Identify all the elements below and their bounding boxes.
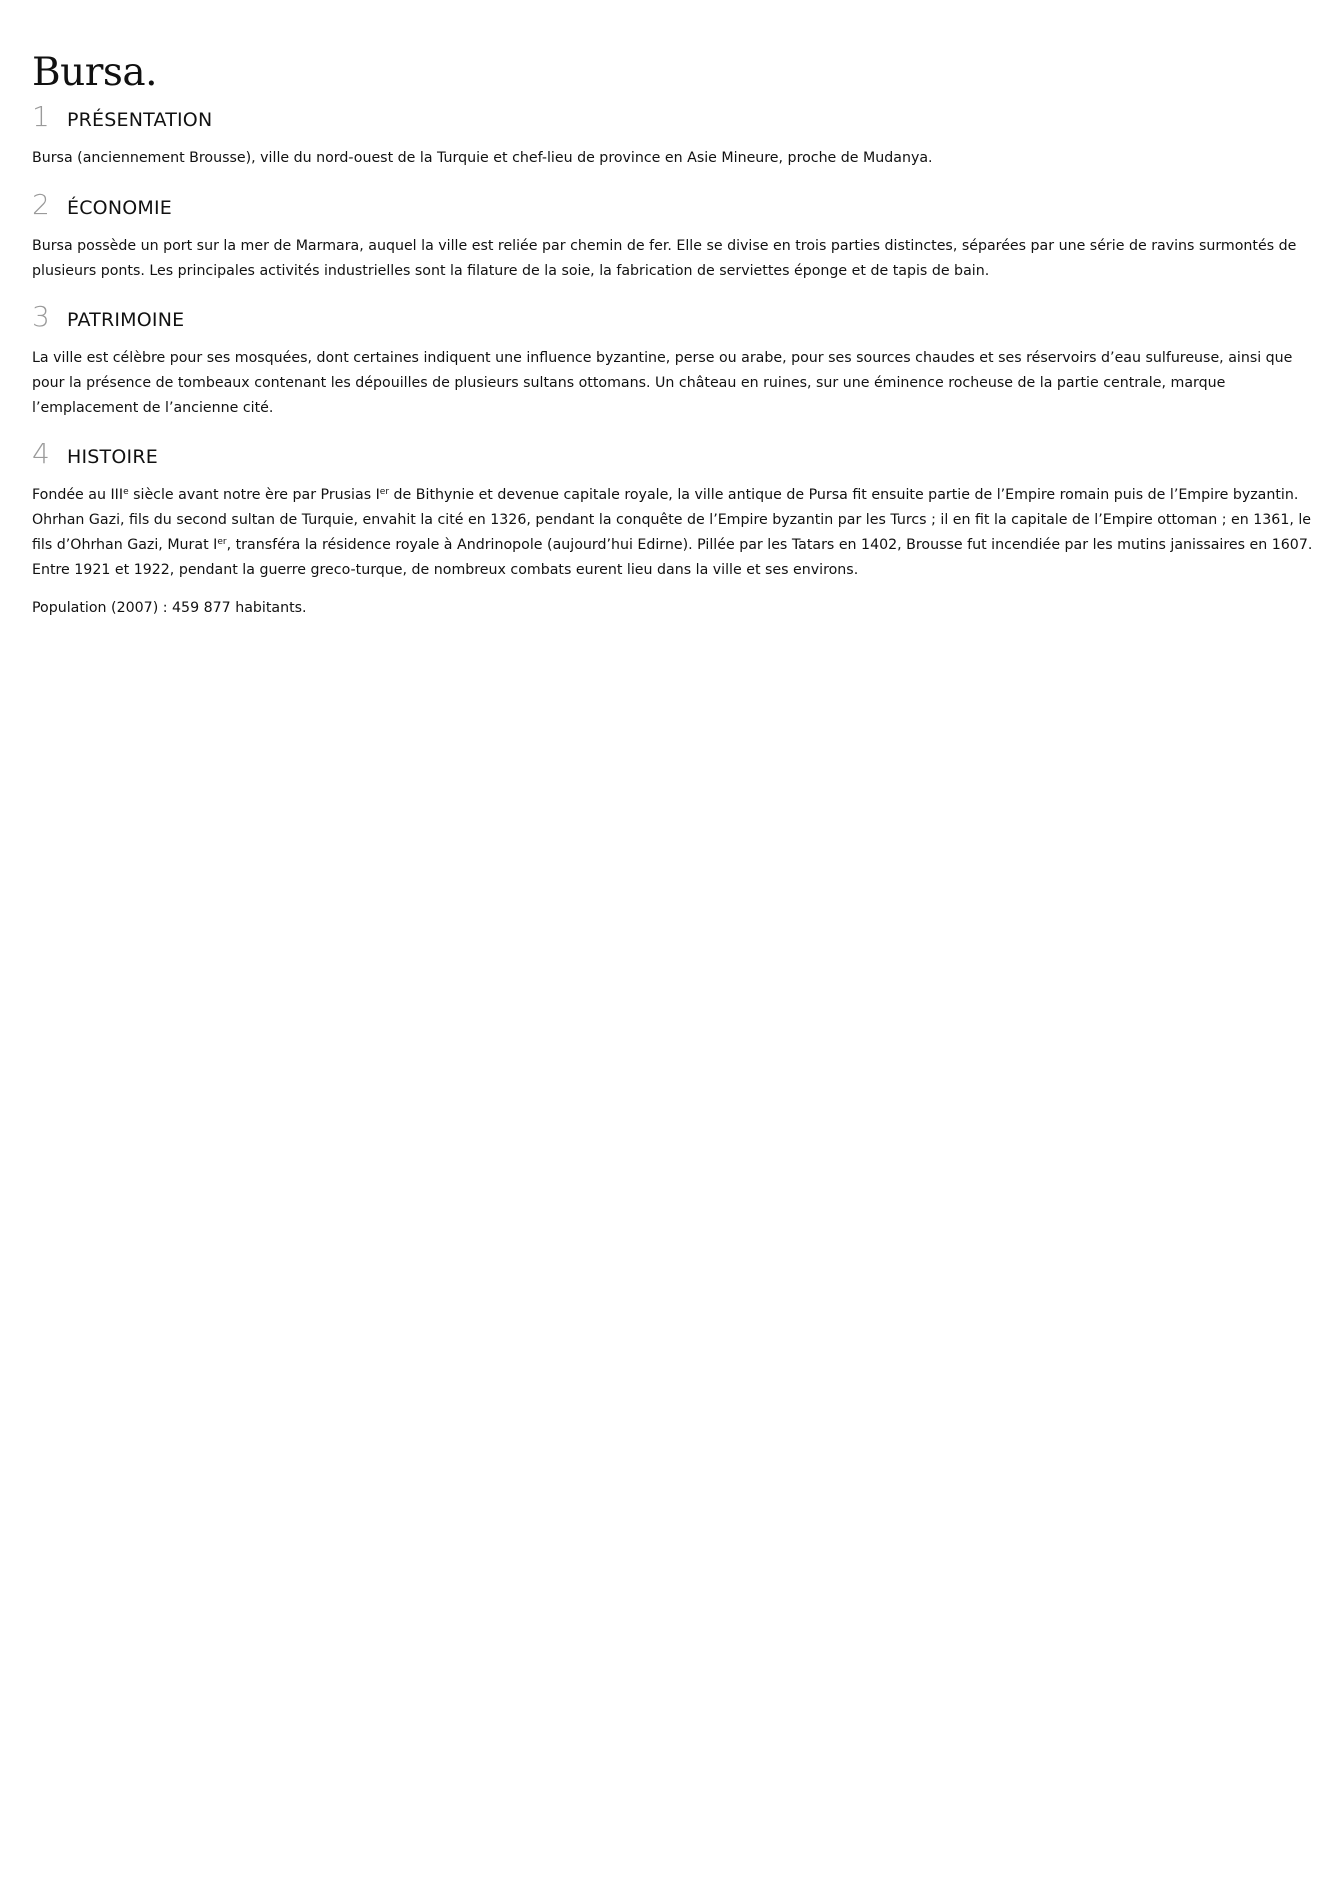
superscript: er — [217, 537, 227, 547]
section-heading-histoire — [32, 437, 1314, 470]
section-number: 3 — [32, 300, 50, 333]
superscript: e — [123, 487, 129, 497]
section-number: 2 — [32, 188, 50, 221]
section-number: 4 — [32, 437, 50, 470]
section-label: HISTOIRE — [67, 446, 158, 468]
text-run: Fondée au III — [32, 487, 124, 503]
section-heading-economie — [32, 188, 1314, 221]
document-page — [32, 48, 1314, 621]
superscript: er — [379, 487, 390, 497]
paragraph-population: Population (2007) : 459 877 habitants. — [32, 600, 307, 616]
paragraph-presentation: Bursa (anciennement Brousse), ville du nord-ouest de la Turquie et chef-lieu de province en Asie Mineure, proche de Mudanya. — [32, 150, 933, 166]
section-label: PATRIMOINE — [67, 309, 185, 331]
section-label: ÉCONOMIE — [67, 197, 172, 219]
section-heading-patrimoine — [32, 300, 1314, 333]
section-heading-presentation — [32, 100, 1314, 133]
paragraph-patrimoine: La ville est célèbre pour ses mosquées, dont certaines indiquent une influence byzantine, perse ou arabe, pour ses sources chaudes et ses réservoirs d’eau sulfureuse, ainsi que pour la présence de tombeaux contenant les dépouilles de plusieurs sultans ottomans. Un château en ruines, sur une éminence rocheuse de la partie centrale, marque l’emplacement de l’ancienne cité. — [32, 350, 1293, 416]
paragraph-economie: Bursa possède un port sur la mer de Marmara, auquel la ville est reliée par chemin de fer. Elle se divise en trois parties distinctes, séparées par une série de ravins surmontés de plusieurs ponts. Les principales activités industrielles sont la filature de la soie, la fabrication de serviettes éponge et de tapis de bain. — [32, 238, 1297, 279]
text-run: de Bithynie et devenue capitale royale, la ville antique de Pursa fit ensuite partie de l’Empire romain puis de l’Empire byzantin. Ohrhan Gazi, fils du second sultan de Turquie, envahit la cité en 1326, pendant la conquête de l’Empire byzantin par les Turcs ; il en fit la capitale de l’Empire ottoman ; en 1361, le fils d’Ohrhan Gazi, Murat I — [32, 487, 1312, 553]
page-title: Bursa. — [32, 50, 158, 95]
section-label: PRÉSENTATION — [67, 109, 213, 131]
text-run: siècle avant notre ère par Prusias I — [128, 487, 380, 503]
section-number: 1 — [32, 100, 50, 133]
paragraph-histoire — [32, 483, 1314, 583]
text-run: , transféra la résidence royale à Andrinopole (aujourd’hui Edirne). Pillée par les Tatars en 1402, Brousse fut incendiée par les mutins janissaires en 1607. Entre 1921 et 1922, pendant la guerre greco-turque, de nombreux combats eurent lieu dans la ville et ses environs. — [32, 537, 1313, 578]
